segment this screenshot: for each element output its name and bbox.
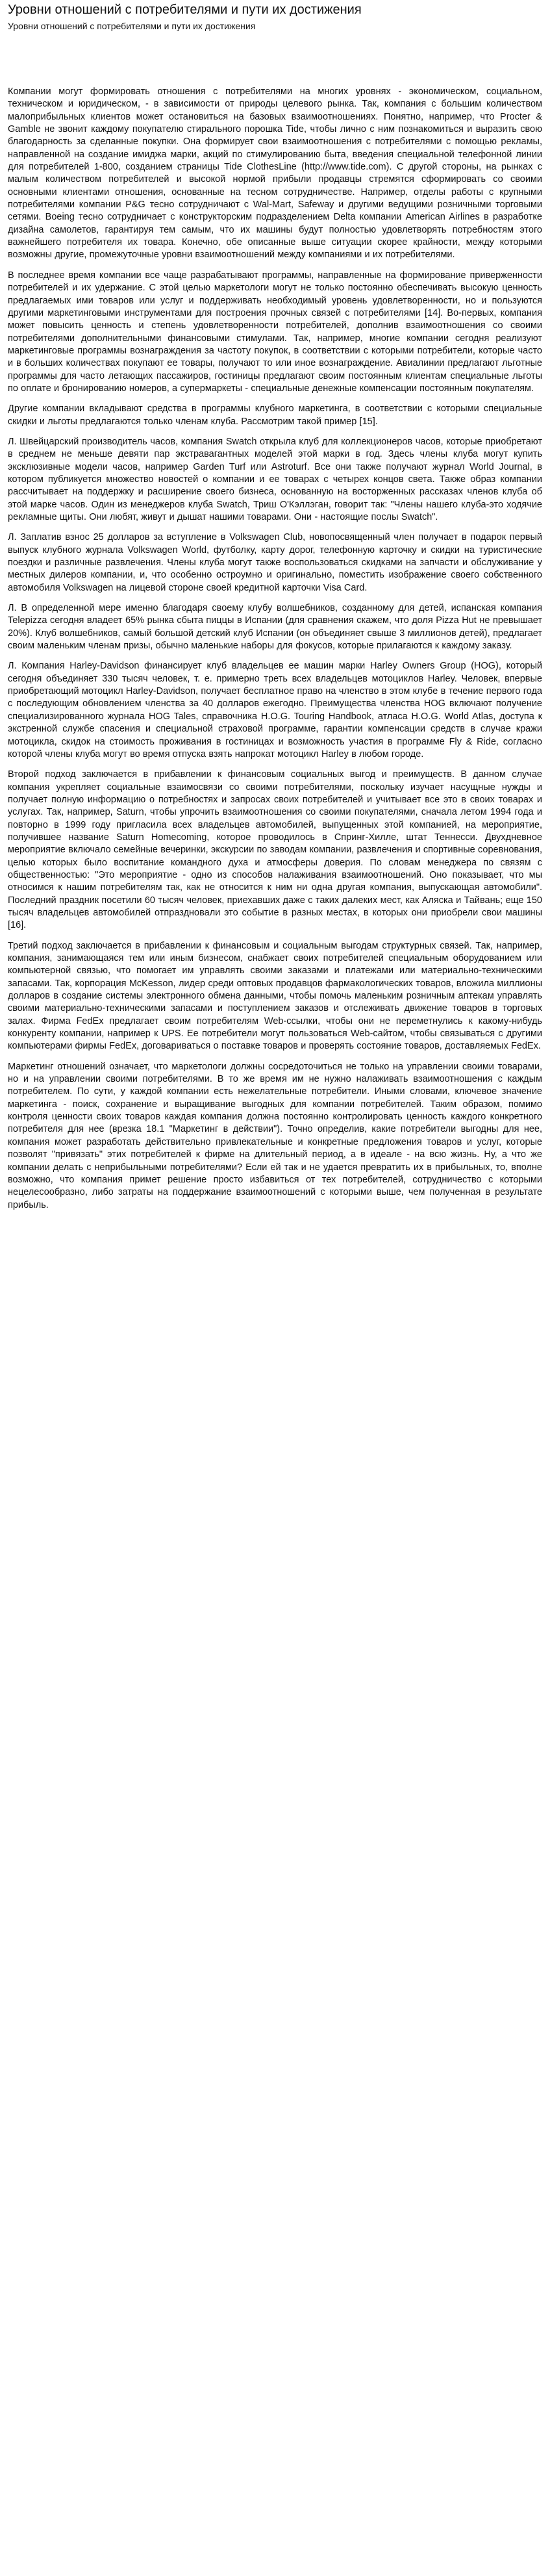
paragraph: Л. Швейцарский производитель часов, компания Swatch открыла клуб для коллекционеров часов, которые приобретают в среднем не меньше девяти пар экстравагантных моделей этой марки в год. Здесь члены клуба могут купить эксклюзивные модели часов, например Garden Turf или Astroturf. Все они также получают журнал World Journal, в котором публикуется множество новостей о компании и ее товарах с четырех концов света. Также образ компании рассчитывает на поддержку и расширение своего бизнеса, основанную на восторженных рассказах членов клуба об этой марке часов. Один из менеджеров клуба Swatch, Триш О'Кэллэган, говорит так: "Члены нашего клуба-это ходячие рекламные щиты. Они любят, живут и дышат нашими товарами. Они - настоящие послы Swatch".: [8, 436, 542, 522]
paragraph: Второй подход заключается в прибавлении к финансовым социальных выгод и преимуществ. В данном случае компания укрепляет социальные взаимосвязи со своими потребителями, поскольку изучает насущные нужды и получает полную информацию о потребностях и запросах своих потребителей и учитывает все это в своих товарах и услугах. Так, например, Saturn, чтобы упрочить взаимоотношения со своими покупателями, сначала летом 1994 года и повторно в 1999 году пригласила всех владельцев автомобилей, выпущенных этой компанией, на мероприятие, получившее название Saturn Homecoming, которое проводилось в Спринг-Хилле, штат Теннесси. Двухдневное мероприятие включало семейные вечеринки, экскурсии по заводам компании, развлечения и спортивные соревнования, целью которых было воспитание командного духа и атмосферы доверия. По словам менеджера по связям с общественностью: "Это мероприятие - одно из способов налаживания взаимоотношений. Оно показывает, что мы относимся к нашим потребителям так, как не относится к ним ни одна другая компания, выпускающая автомобили". Последний праздник посетили 60 тысяч человек, приехавших даже с таких далеких мест, как Аляска и Тайвань; еще 150 тысяч владельцев автомобилей отпраздновали это событие в разных местах, в которых они приобрели свои машины [16].: [8, 769, 542, 931]
document-page: [0, 1, 550, 2576]
paragraph: Третий подход заключается в прибавлении к финансовым и социальным выгодам структурных связей. Так, например, компания, занимающаяся тем или иным бизнесом, снабжает своих потребителей специальным оборудованием или компьютерной связью, что помогает им управлять своими заказами и платежами или материально-техническими запасами. Так, корпорация McKesson, лидер среди оптовых продавцов фармакологических товаров, вложила миллионы долларов в создание системы электронного обмена данными, чтобы помочь маленьким розничным аптекам управлять своими материально-техническими запасами и поступлением заказов и отслеживать движение товаров в торговых залах. Фирма FedEx предлагает своим потребителям Web-ссылки, чтобы они не переметнулись к какому-нибудь конкуренту компании, например к UPS. Ее потребители могут пользоваться Web-сайтом, чтобы связываться с другими компьютерами фирмы FedEx, договариваться о поставке товаров и проверять состояние товаров, доставляемых FedEx.: [8, 940, 542, 1052]
paragraph: Маркетинг отношений означает, что маркетологи должны сосредоточиться не только на управлении своими товарами, но и на управлении своими потребителями. В то же время им не нужно налаживать взаимоотношения с каждым потребителем. По сути, у каждой компании есть нежелательные потребители. Иными словами, ключевое значение маркетинга - поиск, сохранение и выращивание выгодных для компании потребителей. Таким образом, помимо контроля ценности своих товаров каждая компания должна постоянно контролировать ценность каждого конкретного потребителя для нее (врезка 18.1 "Маркетинг в действии"). Точно определив, какие потребители выгодны для нее, компания может разработать действительно привлекательные и конкретные предложения товаров и услуг, которые позволят "привязать" этих потребителей к фирме на длительный период, а в идеале - на всю жизнь. Ну, а что же компании делать с неприбыльными потребителями? Если ей так и не удается превратить их в прибыльных, то, вполне возможно, что компания примет решение просто избавиться от тех потребителей, сотрудничество с которыми нецелесообразно, либо затраты на поддержание взаимоотношений с которыми выше, чем полученная в результате прибыль.: [8, 1061, 542, 1210]
page-title: Уровни отношений с потребителями и пути их достижения: [8, 3, 362, 17]
paragraph: В последнее время компании все чаще разрабатывают программы, направленные на формирование приверженности потребителей и их удержание. С этой целью маркетологи могут не только постоянно обеспечивать высокую ценность предлагаемых ими товаров или услуг и поддерживать необходимый уровень удовлетворенности, но и пользуются другими маркетинговыми инструментами для построения прочных связей с потребителями [14]. Во-первых, компания может повысить ценность и степень удовлетворенности потребителей, дополнив взаимоотношения со своими потребителями дополнительными финансовыми стимулами. Так, например, многие компании сегодня реализуют маркетинговые программы вознаграждения за частоту покупок, в соответствии с которыми потребители, которые часто и в больших количествах покупают ее товары, получают то или иное вознаграждение. Авиалинии предлагают льготные программы для часто летающих пассажиров, гостиницы предлагают своим постоянным клиентам специальные льготы по оплате и бронированию номеров, а супермаркеты - специальные денежные компенсации постоянным покупателям.: [8, 270, 542, 394]
page-subtitle: Уровни отношений с потребителями и пути их достижения: [8, 21, 256, 31]
paragraph: Л. В определенной мере именно благодаря своему клубу волшебников, созданному для детей, испанская компания Telepizza сегодня владеет 65% рынка сбыта пиццы в Испании (для сравнения скажем, что доля Pizza Hut не превышает 20%). Клуб волшебников, самый большой детский клуб Испании (он объединяет свыше 3 миллионов детей), предлагает своим маленьким членам призы, обычно маленькие наборы для фокусов, которые прилагаются к каждому заказу.: [8, 603, 542, 652]
paragraph: Л. Компания Harley-Davidson финансирует клуб владельцев ее машин марки Harley Owners Group (HOG), который сегодня объединяет 330 тысяч человек, т. е. примерно треть всех владельцев мотоциклов Harley. Человек, впервые приобретающий мотоцикл Harley-Davidson, получает бесплатное право на членство в этом клубе в течение первого года с последующим обновлением членства за 40 долларов ежегодно. Преимущества членства HOG включают получение специализированного журнала HOG Tales, справочника H.O.G. Touring Handbook, атласа H.O.G. World Atlas, доступа к экстренной службе спасения и специальной страховой программе, гарантии компенсации средств в случае кражи мотоцикла, скидок на стоимость проживания в гостиницах и возможность участия в программе Fly & Ride, согласно которой члены клуба могут во время отпуска взять напрокат мотоцикл Harley в любом городе.: [8, 661, 542, 759]
paragraph: Л. Заплатив взнос 25 долларов за вступление в Volkswagen Club, новопосвященный член получает в подарок первый выпуск клубного журнала Volkswagen World, футболку, карту дорог, телефонную карточку и скидки на туристические поездки и различные развлечения. Члены клуба могут также воспользоваться скидками на запчасти и обслуживание у местных дилеров компании, и, что особенно остроумно и оригинально, поместить изображение своего собственного автомобиля Volkswagen на лицевой стороне своей кредитной карточки Visa Card.: [8, 532, 542, 593]
article-body: [8, 86, 542, 1212]
paragraph: Другие компании вкладывают средства в программы клубного маркетинга, в соответствии с которыми специальные скидки и льготы предлагаются только членам клуба. Рассмотрим такой пример [15].: [8, 403, 542, 427]
paragraph: Компании могут формировать отношения с потребителями на многих уровнях - экономическом, социальном, техническом и юридическом, - в зависимости от природы целевого рынка. Так, компания с большим количеством малоприбыльных клиентов может остановиться на базовых взаимоотношениях. Понятно, например, что Procter & Gamble не звонит каждому покупателю стирального порошка Tide, чтобы лично с ним познакомиться и выразить свою благодарность за сделанные покупки. Она формирует свои взаимоотношения с потребителями с помощью рекламы, направленной на создание имиджа марки, акций по стимулированию быта, введения специальной телефонной линии для потребителей 1-800, созданием страницы Tide ClothesLine (http://www.tide.com). С другой стороны, на рынках с малым количеством потребителей и высокой нормой прибыли продавцы стремятся сформировать со своими основными клиентами отношения, основанные на тесном сотрудничестве. Например, отделы работы с крупными потребителями компании P&G тесно сотрудничают с Wal-Mart, Safeway и другими ведущими розничными торговыми сетями. Boeing тесно сотрудничает с конструкторским подразделением Delta компании American Airlines в разработке дизайна самолетов, гарантируя тем самым, что их машины будут полностью удовлетворять потребностям этого важнейшего потребителя их товара. Конечно, обе описанные выше ситуации скорее крайности, между которыми возможны другие, промежуточные уровни взаимоотношений между компаниями и их потребителями.: [8, 86, 542, 261]
